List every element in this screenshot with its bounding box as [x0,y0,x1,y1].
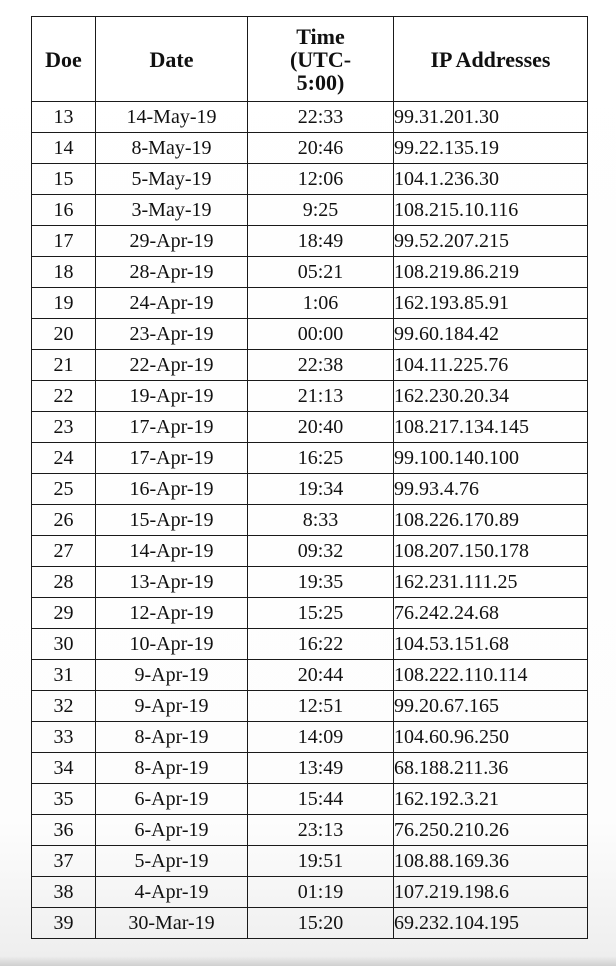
cell-time: 18:49 [248,226,394,257]
cell-ip-address: 69.232.104.195 [394,908,588,939]
cell-date: 22-Apr-19 [96,350,248,381]
cell-time: 00:00 [248,319,394,350]
cell-ip-address: 108.215.10.116 [394,195,588,226]
cell-doe: 14 [32,133,96,164]
cell-doe: 37 [32,846,96,877]
cell-doe: 36 [32,815,96,846]
cell-date: 8-May-19 [96,133,248,164]
cell-ip-address: 99.20.67.165 [394,691,588,722]
header-time-line-3: 5:00) [296,69,345,95]
table-row [32,319,588,350]
cell-time: 19:34 [248,474,394,505]
table-row [32,257,588,288]
table-row [32,443,588,474]
cell-time: 12:06 [248,164,394,195]
cell-date: 3-May-19 [96,195,248,226]
table-row [32,381,588,412]
cell-time: 19:35 [248,567,394,598]
cell-date: 5-May-19 [96,164,248,195]
cell-doe: 17 [32,226,96,257]
table-row [32,164,588,195]
table-row [32,195,588,226]
cell-doe: 13 [32,102,96,133]
cell-ip-address: 99.22.135.19 [394,133,588,164]
table-row [32,815,588,846]
cell-ip-address: 162.192.3.21 [394,784,588,815]
cell-date: 8-Apr-19 [96,753,248,784]
cell-time: 13:49 [248,753,394,784]
table-row [32,102,588,133]
cell-ip-address: 76.242.24.68 [394,598,588,629]
cell-ip-address: 68.188.211.36 [394,753,588,784]
cell-time: 23:13 [248,815,394,846]
bottom-edge-shadow [0,956,616,966]
cell-doe: 24 [32,443,96,474]
cell-ip-address: 108.88.169.36 [394,846,588,877]
table-row [32,753,588,784]
cell-date: 9-Apr-19 [96,660,248,691]
cell-date: 10-Apr-19 [96,629,248,660]
cell-doe: 18 [32,257,96,288]
cell-ip-address: 108.217.134.145 [394,412,588,443]
table-row [32,567,588,598]
cell-date: 12-Apr-19 [96,598,248,629]
cell-doe: 32 [32,691,96,722]
cell-time: 16:22 [248,629,394,660]
cell-doe: 30 [32,629,96,660]
cell-ip-address: 76.250.210.26 [394,815,588,846]
cell-date: 9-Apr-19 [96,691,248,722]
cell-date: 30-Mar-19 [96,908,248,939]
cell-time: 1:06 [248,288,394,319]
cell-ip-address: 162.230.20.34 [394,381,588,412]
cell-time: 19:51 [248,846,394,877]
header-time-line-1: Time [296,23,345,49]
table-row [32,908,588,939]
cell-time: 8:33 [248,505,394,536]
cell-doe: 29 [32,598,96,629]
table-row [32,691,588,722]
cell-date: 5-Apr-19 [96,846,248,877]
cell-doe: 39 [32,908,96,939]
cell-doe: 33 [32,722,96,753]
cell-date: 17-Apr-19 [96,443,248,474]
table-row [32,536,588,567]
table-body [32,102,588,939]
cell-time: 12:51 [248,691,394,722]
cell-doe: 20 [32,319,96,350]
cell-date: 16-Apr-19 [96,474,248,505]
header-date: Date [96,17,248,102]
header-ip-addresses: IP Addresses [394,17,588,102]
cell-date: 8-Apr-19 [96,722,248,753]
cell-time: 20:40 [248,412,394,443]
cell-date: 6-Apr-19 [96,784,248,815]
cell-doe: 25 [32,474,96,505]
cell-ip-address: 99.31.201.30 [394,102,588,133]
cell-time: 9:25 [248,195,394,226]
table-row [32,412,588,443]
cell-ip-address: 104.53.151.68 [394,629,588,660]
table-row [32,598,588,629]
table-row [32,722,588,753]
cell-doe: 21 [32,350,96,381]
cell-doe: 15 [32,164,96,195]
cell-date: 15-Apr-19 [96,505,248,536]
cell-time: 20:44 [248,660,394,691]
table-row [32,629,588,660]
cell-date: 28-Apr-19 [96,257,248,288]
cell-time: 20:46 [248,133,394,164]
cell-doe: 26 [32,505,96,536]
cell-date: 17-Apr-19 [96,412,248,443]
cell-time: 16:25 [248,443,394,474]
table-row [32,660,588,691]
cell-doe: 38 [32,877,96,908]
cell-doe: 27 [32,536,96,567]
cell-ip-address: 162.193.85.91 [394,288,588,319]
cell-ip-address: 104.1.236.30 [394,164,588,195]
cell-time: 22:33 [248,102,394,133]
table-row [32,288,588,319]
cell-ip-address: 99.93.4.76 [394,474,588,505]
cell-doe: 19 [32,288,96,319]
cell-doe: 16 [32,195,96,226]
cell-doe: 35 [32,784,96,815]
cell-time: 01:19 [248,877,394,908]
cell-time: 22:38 [248,350,394,381]
cell-date: 13-Apr-19 [96,567,248,598]
table-row [32,846,588,877]
cell-ip-address: 104.60.96.250 [394,722,588,753]
cell-date: 6-Apr-19 [96,815,248,846]
cell-doe: 28 [32,567,96,598]
cell-time: 09:32 [248,536,394,567]
table-row [32,133,588,164]
table-row [32,505,588,536]
table-row [32,226,588,257]
table-row [32,350,588,381]
cell-date: 14-May-19 [96,102,248,133]
table-row [32,474,588,505]
header-doe: Doe [32,17,96,102]
cell-date: 14-Apr-19 [96,536,248,567]
cell-ip-address: 104.11.225.76 [394,350,588,381]
cell-ip-address: 108.222.110.114 [394,660,588,691]
cell-ip-address: 108.226.170.89 [394,505,588,536]
ip-address-table [31,16,588,939]
cell-ip-address: 107.219.198.6 [394,877,588,908]
cell-ip-address: 108.219.86.219 [394,257,588,288]
cell-time: 14:09 [248,722,394,753]
cell-time: 15:20 [248,908,394,939]
cell-date: 4-Apr-19 [96,877,248,908]
cell-ip-address: 99.52.207.215 [394,226,588,257]
cell-date: 23-Apr-19 [96,319,248,350]
cell-doe: 23 [32,412,96,443]
cell-date: 24-Apr-19 [96,288,248,319]
cell-date: 19-Apr-19 [96,381,248,412]
header-row [32,17,588,102]
cell-date: 29-Apr-19 [96,226,248,257]
cell-doe: 31 [32,660,96,691]
cell-ip-address: 99.60.184.42 [394,319,588,350]
cell-doe: 34 [32,753,96,784]
cell-ip-address: 99.100.140.100 [394,443,588,474]
cell-time: 05:21 [248,257,394,288]
cell-time: 15:25 [248,598,394,629]
cell-ip-address: 162.231.111.25 [394,567,588,598]
cell-doe: 22 [32,381,96,412]
header-time-line-2: (UTC- [289,46,352,72]
table-row [32,877,588,908]
table-row [32,784,588,815]
header-time [248,17,394,102]
cell-ip-address: 108.207.150.178 [394,536,588,567]
cell-time: 15:44 [248,784,394,815]
cell-time: 21:13 [248,381,394,412]
